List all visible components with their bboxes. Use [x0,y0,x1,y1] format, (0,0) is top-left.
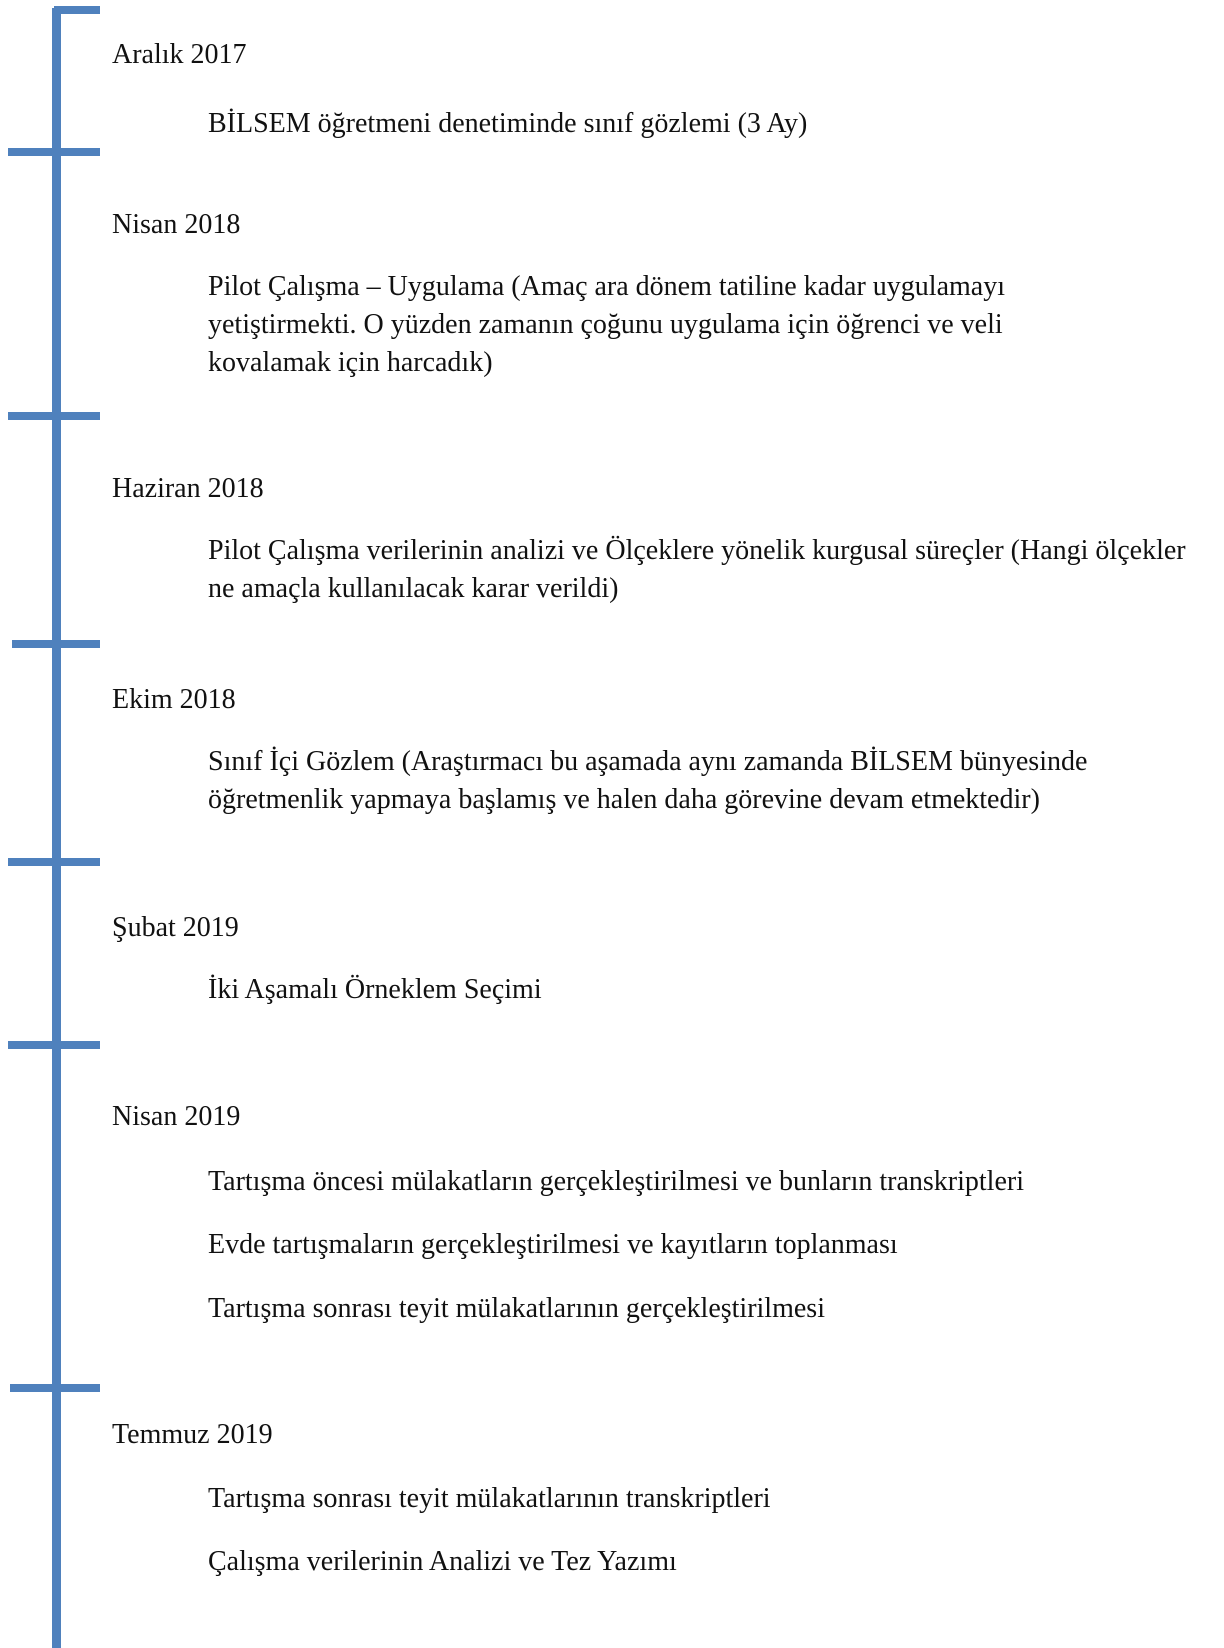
timeline-entry: Çalışma verilerinin Analizi ve Tez Yazımı [208,1546,677,1577]
timeline-axis [52,8,61,1648]
timeline-date: Nisan 2019 [112,1101,241,1132]
timeline-entry: BİLSEM öğretmeni denetiminde sınıf gözlemi (3 Ay) [208,108,808,139]
timeline-date: Şubat 2019 [112,912,239,943]
timeline-date: Aralık 2017 [112,39,247,70]
timeline-tick [10,1384,100,1392]
timeline-tick [8,412,100,420]
timeline-tick [8,1041,100,1049]
timeline-tick [54,6,100,14]
timeline-entry: Tartışma sonrası teyit mülakatlarının gerçekleştirilmesi [208,1293,825,1324]
timeline-date: Nisan 2018 [112,209,241,240]
timeline-date: Ekim 2018 [112,684,236,715]
timeline-entry: Tartışma öncesi mülakatların gerçekleştirilmesi ve bunların transkriptleri [208,1166,1024,1197]
timeline-entry: Pilot Çalışma – Uygulama (Amaç ara dönem tatiline kadar uygulamayı yetiştirmekti. O yüzden zamanın çoğunu uygulama için öğrenci ve veli kovalamak için harcadık) [208,271,1006,378]
timeline-entry: Pilot Çalışma verilerinin analizi ve Ölçeklere yönelik kurgusal süreçler (Hangi ölçekler ne amaçla kullanılacak karar verildi) [208,535,1186,604]
timeline-tick [8,858,100,866]
timeline-entry: İki Aşamalı Örneklem Seçimi [208,974,542,1005]
timeline-tick [12,640,100,648]
timeline-tick [8,148,100,156]
timeline-entry: Evde tartışmaların gerçekleştirilmesi ve kayıtların toplanması [208,1229,898,1260]
timeline-date: Haziran 2018 [112,473,264,504]
timeline-date: Temmuz 2019 [112,1419,273,1450]
timeline-entry: Sınıf İçi Gözlem (Araştırmacı bu aşamada aynı zamanda BİLSEM bünyesinde öğretmenlik yapmaya başlamış ve halen daha görevine devam etmektedir) [208,746,1088,815]
timeline-entry: Tartışma sonrası teyit mülakatlarının transkriptleri [208,1483,771,1514]
